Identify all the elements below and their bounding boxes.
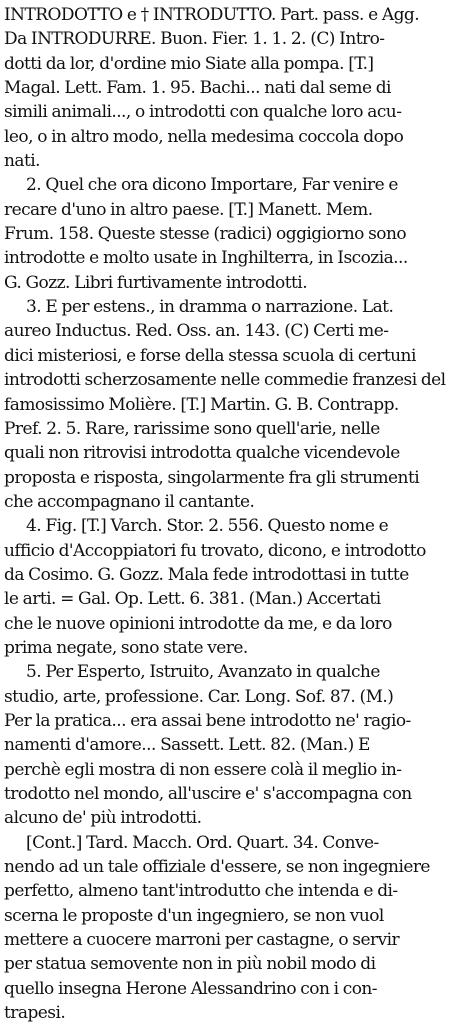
entry-line: dici misteriosi, e forse della stessa scuola di certuni (4, 345, 416, 366)
entry-line: 2. Quel che ora dicono Importare, Far venire e (26, 175, 398, 196)
entry-line: INTRODOTTO e † INTRODUTTO. Part. pass. e Agg. (4, 5, 420, 25)
entry-line: perfetto, almeno tant'introdutto che intenda e di- (4, 881, 398, 902)
entry-line: trodotto nel mondo, all'uscire e' s'accompagna con (4, 784, 412, 804)
entry-line: quello insegna Herone Alessandrino con i con- (4, 978, 377, 999)
entry-line: [Cont.] Tard. Macch. Ord. Quart. 34. Conve- (26, 832, 379, 853)
entry-line: trapesi. (4, 1003, 66, 1024)
entry-line: nati. (4, 151, 41, 172)
entry-line: studio, arte, professione. Car. Long. Sof. 87. (M.) (4, 686, 394, 707)
entry-line: leo, o in altro modo, nella medesima coccola dopo (4, 126, 404, 147)
entry-line: 4. Fig. [T.] Varch. Stor. 2. 556. Questo nome e (26, 516, 389, 537)
entry-line: recare d'uno in altro paese. [T.] Manett. Mem. (4, 199, 373, 220)
entry-line: aureo Inductus. Red. Oss. an. 143. (C) Certi me- (4, 321, 389, 342)
entry-line: prima negate, sono state vere. (4, 637, 248, 658)
entry-line: 5. Per Esperto, Istruito, Avanzato in qualche (26, 662, 380, 683)
entry-line: mettere a cuocere marroni per castagne, o servir (4, 930, 400, 951)
entry-line: dotti da lor, d'ordine mio Siate alla pompa. [T.] (4, 53, 374, 74)
entry-line: 3. E per estens., in dramma o narrazione. Lat. (26, 297, 394, 318)
entry-line: Da INTRODURRE. Buon. Fier. 1. 1. 2. (C) Intro- (4, 29, 385, 50)
entry-line: scerna le proposte d'un ingegniero, se non vuol (4, 905, 384, 926)
entry-line: G. Gozz. Libri furtivamente introdotti. (4, 272, 308, 293)
entry-line: Per la pratica... era assai bene introdotto ne' ragio- (4, 710, 411, 731)
entry-line: alcuno de' più introdotti. (4, 808, 202, 829)
entry-line: famosissimo Molière. [T.] Martin. G. B. Contrapp. (4, 394, 399, 415)
entry-line: namenti d'amore... Sassett. Lett. 82. (Man.) E (4, 735, 370, 756)
entry-line: perchè egli mostra di non essere colà il meglio in- (4, 759, 402, 780)
entry-line: ufficio d'Accoppiatori fu trovato, dicono, e introdotto (4, 540, 426, 561)
entry-line: quali non ritrovisi introdotta qualche vicendevole (4, 443, 400, 464)
entry-text-block (4, 3, 466, 1025)
entry-line: Magal. Lett. Fam. 1. 95. Bachi... nati dal seme di (4, 78, 391, 99)
entry-line: simili animali..., o introdotti con qualche loro acu- (4, 102, 402, 123)
entry-line: proposta e risposta, singolarmente fra gli strumenti (4, 467, 420, 488)
entry-line: le arti. = Gal. Op. Lett. 6. 381. (Man.) Accertati (4, 589, 381, 610)
entry-line: Frum. 158. Queste stesse (radici) oggigiorno sono (4, 224, 407, 245)
entry-line: per statua semovente non in più nobil modo di (4, 954, 376, 975)
entry-line: Pref. 2. 5. Rare, rarissime sono quell'arie, nelle (4, 418, 380, 439)
entry-line: introdotti scherzosamente nelle commedie franzesi del (4, 370, 446, 391)
dictionary-entry (4, 3, 466, 1025)
entry-line: introdotte e molto usate in Inghilterra, in Iscozia... (4, 248, 408, 269)
entry-line: che le nuove opinioni introdotte da me, e da loro (4, 613, 392, 634)
entry-line: che accompagnano il cantante. (4, 491, 255, 512)
entry-line: nendo ad un tale offiziale d'essere, se non ingegniere (4, 857, 430, 878)
entry-line: da Cosimo. G. Gozz. Mala fede introdottasi in tutte (4, 564, 409, 585)
